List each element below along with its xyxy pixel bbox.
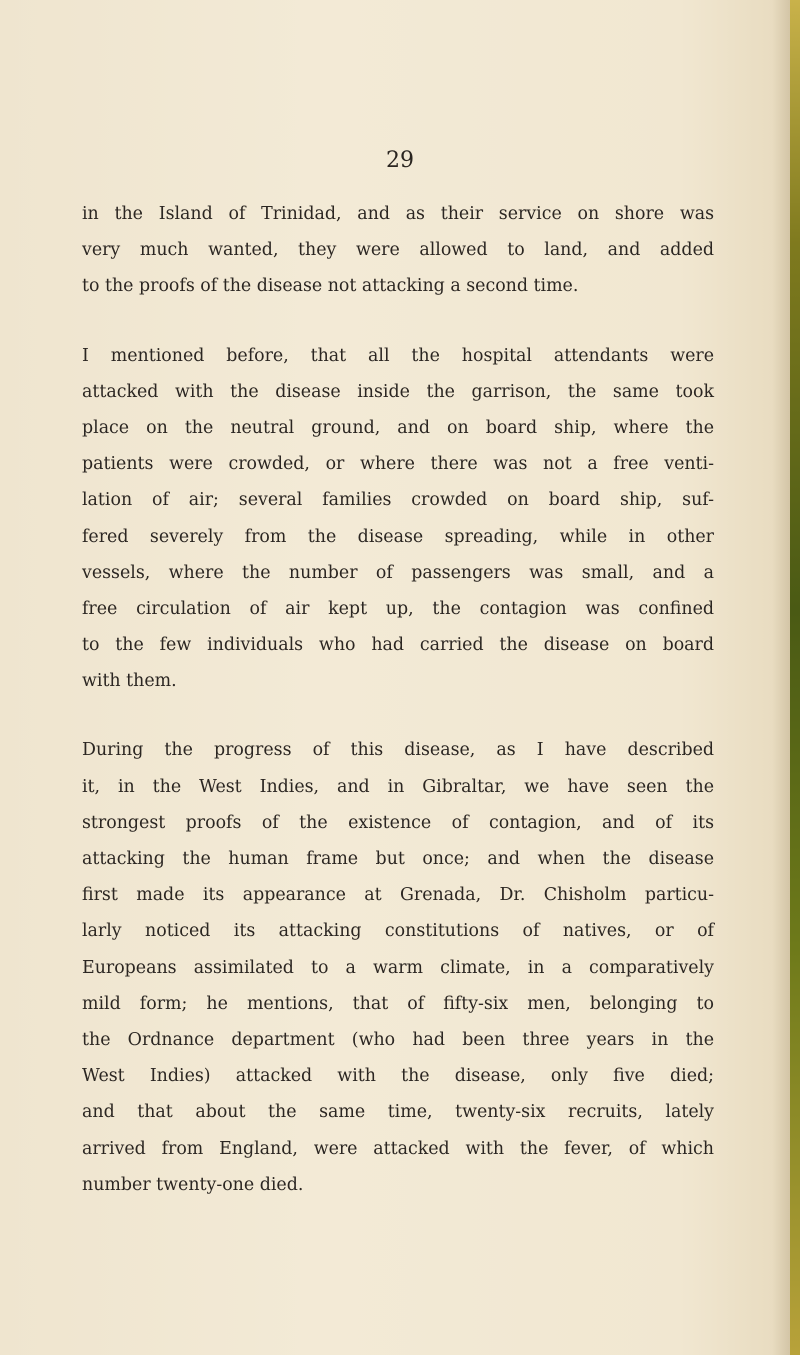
- text-line: attacking the human frame but once; and when the disease: [82, 849, 714, 869]
- text-line: vessels, where the number of passengers was small, and a: [82, 562, 714, 583]
- text-line: very much wanted, they were allowed to land, and added: [82, 240, 714, 261]
- page-edge-shadow: [772, 0, 790, 1355]
- text-line: larly noticed its attacking constitutions of natives, or of: [82, 921, 714, 942]
- text-line: mild form; he mentions, that of fifty-six men, belonging to: [82, 993, 714, 1014]
- text-line: to the proofs of the disease not attacking a second time.: [82, 276, 579, 297]
- text-line: attacked with the disease inside the garrison, the same took: [82, 381, 714, 402]
- paragraph-3: [82, 732, 714, 1202]
- text-line: West Indies) attacked with the disease, only five died;: [82, 1066, 714, 1087]
- text-line: it, in the West Indies, and in Gibraltar, we have seen the: [82, 776, 714, 797]
- text-line: and that about the same time, twenty-six recruits, lately: [82, 1102, 714, 1123]
- text-line: fered severely from the disease spreading, while in other: [82, 526, 714, 547]
- text-line: I mentioned before, that all the hospital attendants were: [82, 345, 714, 366]
- text-line: to the few individuals who had carried the disease on board: [82, 635, 714, 656]
- paragraph-2: [82, 338, 714, 700]
- book-binding-edge: [790, 0, 800, 1355]
- text-line: place on the neutral ground, and on board ship, where the: [82, 417, 714, 438]
- body-text: [82, 196, 714, 1203]
- text-line: number twenty-one died.: [82, 1174, 304, 1195]
- paragraph-1: [82, 196, 714, 305]
- text-line: During the progress of this disease, as I have described: [82, 740, 714, 761]
- page-number: 29: [386, 148, 414, 173]
- text-line: arrived from England, were attacked with the fever, of which: [82, 1138, 714, 1159]
- text-line: with them.: [82, 671, 177, 692]
- text-line: patients were crowded, or where there was not a free venti-: [82, 454, 714, 475]
- text-line: strongest proofs of the existence of contagion, and of its: [82, 812, 714, 833]
- text-line: the Ordnance department (who had been three years in the: [82, 1029, 714, 1050]
- text-line: in the Island of Trinidad, and as their service on shore was: [82, 204, 714, 224]
- text-line: Europeans assimilated to a warm climate, in a comparatively: [82, 957, 714, 978]
- text-line: first made its appearance at Grenada, Dr. Chisholm particu-: [82, 885, 714, 906]
- text-line: free circulation of air kept up, the contagion was confined: [82, 598, 714, 619]
- text-line: lation of air; several families crowded on board ship, suf-: [82, 490, 714, 511]
